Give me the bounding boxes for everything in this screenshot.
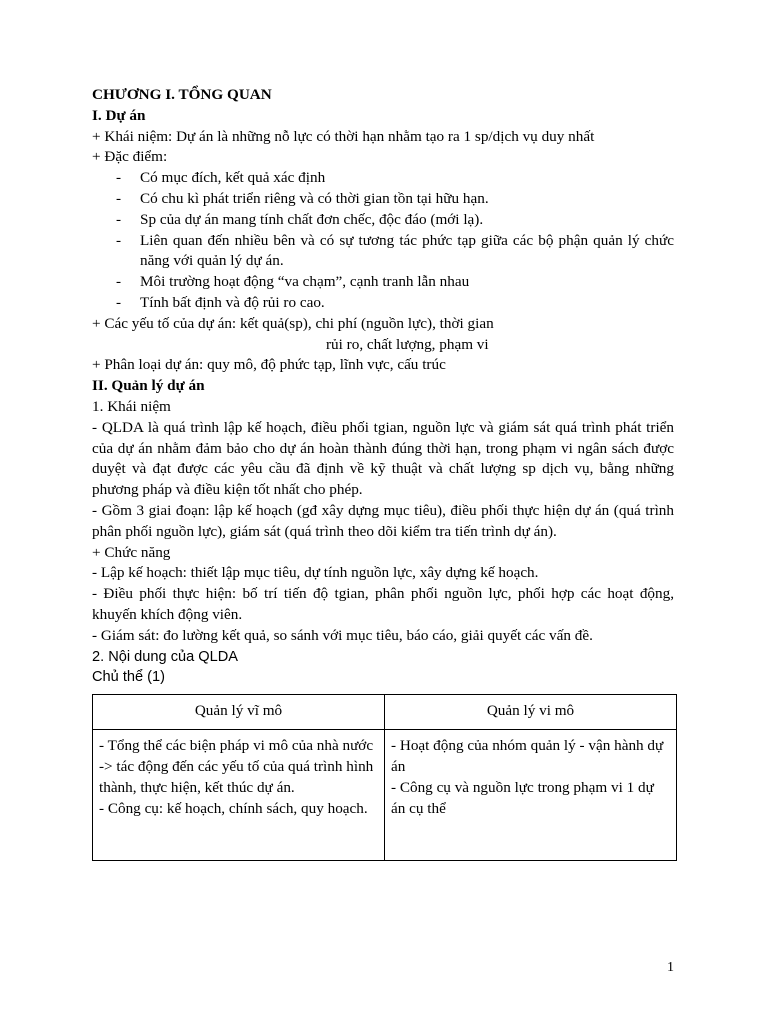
project-factors: + Các yếu tố của dự án: kết quả(sp), chi phí (nguồn lực), thời gian bbox=[92, 314, 494, 332]
feature-item: - Tính bất định và độ rủi ro cao. bbox=[116, 293, 325, 311]
features-label: + Đặc điểm: bbox=[92, 148, 168, 166]
section-heading-project: I. Dự án bbox=[92, 106, 146, 124]
function-planning: - Lập kế hoạch: thiết lập mục tiêu, dự tính nguồn lực, xây dựng kế hoạch. bbox=[92, 564, 539, 582]
chapter-title: CHƯƠNG I. TỔNG QUAN bbox=[92, 86, 272, 103]
table-cell-micro bbox=[385, 730, 677, 861]
micro-line: - Công cụ và nguồn lực trong phạm vi 1 dự án cụ thể bbox=[391, 778, 654, 817]
table-header-macro: Quản lý vĩ mô bbox=[93, 695, 385, 730]
feature-item: - Sp của dự án mang tính chất đơn chếc, độc đáo (mới lạ). bbox=[116, 210, 484, 228]
subsection-content: 2. Nội dung của QLDA bbox=[92, 648, 239, 665]
section-heading-management: II. Quản lý dự án bbox=[92, 377, 205, 395]
feature-item: - Có mục đích, kết quả xác định bbox=[116, 169, 326, 187]
project-factors-continued: rủi ro, chất lượng, phạm vi bbox=[326, 335, 489, 353]
function-monitoring: - Giám sát: đo lường kết quả, so sánh với mục tiêu, báo cáo, giải quyết các vấn đề. bbox=[92, 626, 593, 644]
subsection-concept: 1. Khái niệm bbox=[92, 397, 171, 415]
table-cell-macro bbox=[93, 730, 385, 861]
management-comparison-table bbox=[92, 694, 677, 861]
project-classification: + Phân loại dự án: quy mô, độ phức tạp, lĩnh vực, cấu trúc bbox=[92, 356, 446, 374]
management-definition: - QLDA là quá trình lập kế hoạch, điều phối tgian, nguồn lực và giám sát quá trình phát triển của dự án nhằm đảm bảo cho dự án hoàn thành đúng thời hạn, trong phạm vi ngân sách được duyệt và đạt được các yêu cầu đã định về kỹ thuật và chất lượng sp dịch vụ, bằng những phương pháp và điều kiện tốt nhất cho phép. bbox=[92, 418, 674, 499]
macro-line: - Tổng thể các biện pháp vi mô của nhà nước -> tác động đến các yếu tố của quá trình hình thành, thực hiện, kết thúc dự án. bbox=[99, 737, 374, 796]
project-concept: + Khái niệm: Dự án là những nỗ lực có thời hạn nhằm tạo ra 1 sp/dịch vụ duy nhất bbox=[92, 127, 595, 145]
macro-line: - Công cụ: kế hoạch, chính sách, quy hoạch. bbox=[99, 799, 368, 817]
table-header-micro: Quản lý vi mô bbox=[385, 695, 677, 730]
feature-item: - Liên quan đến nhiều bên và có sự tương tác phức tạp giữa các bộ phận quản lý chức năng với quản lý dự án. bbox=[116, 231, 674, 270]
feature-item: - Môi trường hoạt động “va chạm”, cạnh tranh lẫn nhau bbox=[116, 273, 470, 291]
functions-label: + Chức năng bbox=[92, 543, 171, 561]
subject-label: Chủ thể (1) bbox=[92, 669, 166, 686]
page-number: 1 bbox=[667, 960, 674, 975]
feature-item: - Có chu kì phát triển riêng và có thời gian tồn tại hữu hạn. bbox=[116, 189, 489, 207]
management-phases: - Gồm 3 giai đoạn: lập kế hoạch (gđ xây dựng mục tiêu), điều phối thực hiện dự án (quá trình phân phối nguồn lực), giám sát (quá trình theo dõi kiểm tra tiến trình dự án). bbox=[92, 501, 674, 540]
micro-line: - Hoạt động của nhóm quản lý - vận hành dự án bbox=[391, 737, 664, 775]
function-coordination: - Điều phối thực hiện: bố trí tiến độ tgian, phân phối nguồn lực, phối hợp các hoạt động, khuyến khích động viên. bbox=[92, 585, 674, 623]
document-page bbox=[92, 85, 674, 861]
